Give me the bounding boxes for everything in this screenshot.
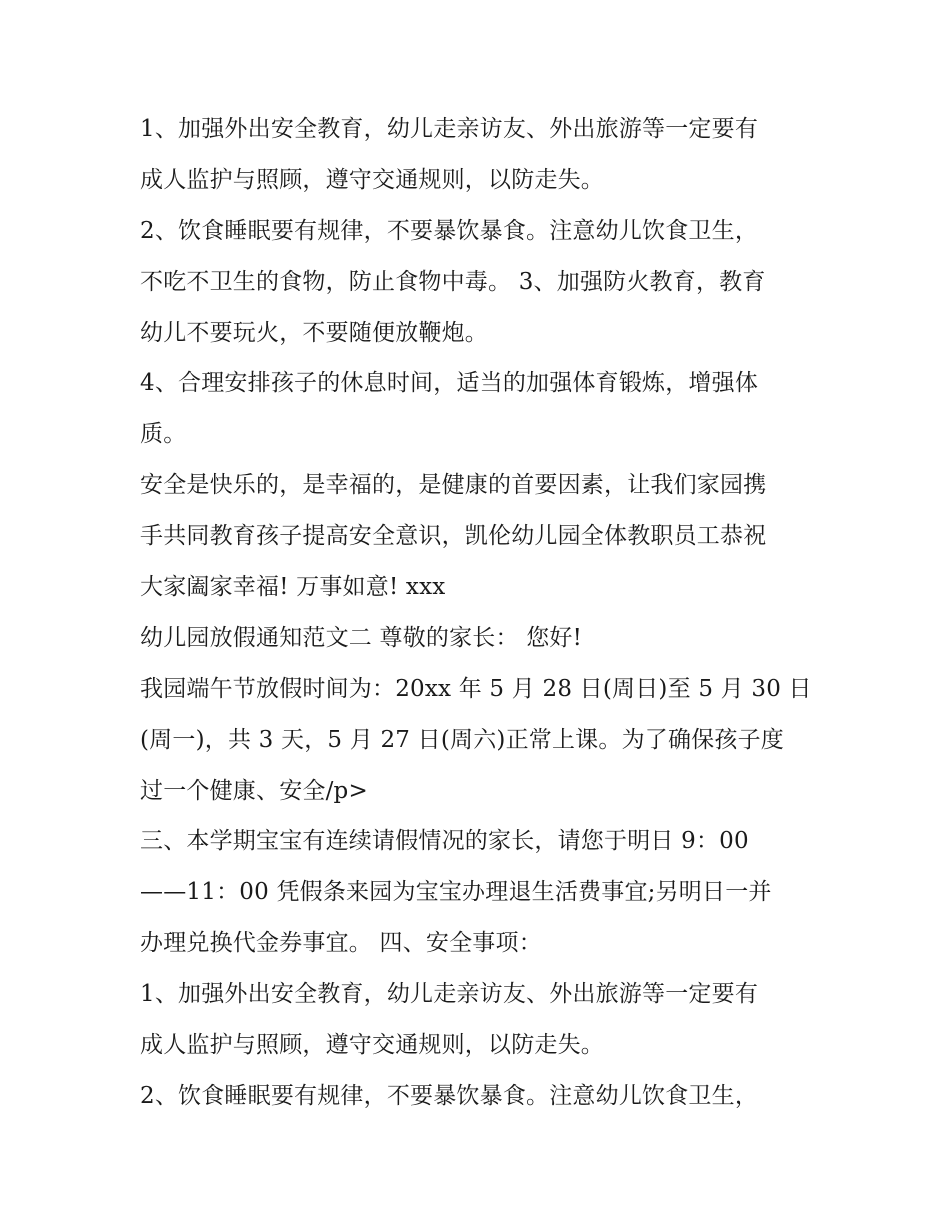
text-line: 1、加强外出安全教育，幼儿走亲访友、外出旅游等一定要有 — [140, 981, 759, 1008]
text-line: 4、合理安排孩子的休息时间，适当的加强体育锻炼，增强体 — [140, 370, 759, 397]
text-line: 安全是快乐的，是幸福的，是健康的首要因素，让我们家园携 — [140, 472, 767, 499]
document-body — [140, 104, 830, 1122]
text-line: 1、加强外出安全教育，幼儿走亲访友、外出旅游等一定要有 — [140, 116, 759, 142]
text-line: 手共同教育孩子提高安全意识，凯伦幼儿园全体教职员工恭祝 — [140, 523, 767, 550]
text-line: 三、本学期宝宝有连续请假情况的家长，请您于明日 9：00 — [140, 828, 749, 855]
text-line: 成人监护与照顾，遵守交通规则，以防走失。 — [140, 166, 604, 193]
text-line: ——11：00 凭假条来园为宝宝办理退生活费事宜;另明日一并 — [140, 879, 772, 906]
text-line: 2、饮食睡眠要有规律，不要暴饮暴食。注意幼儿饮食卫生， — [140, 1082, 759, 1109]
text-line: 2、饮食睡眠要有规律，不要暴饮暴食。注意幼儿饮食卫生， — [140, 217, 759, 244]
text-line: 幼儿不要玩火，不要随便放鞭炮。 — [140, 319, 488, 346]
text-line: 我园端午节放假时间为：20xx 年 5 月 28 日(周日)至 5 月 30 日 — [140, 675, 812, 702]
text-line: 幼儿园放假通知范文二 尊敬的家长： 您好! — [140, 624, 583, 651]
text-line: 质。 — [140, 421, 187, 448]
text-line: (周一)，共 3 天，5 月 27 日(周六)正常上课。为了确保孩子度 — [140, 726, 784, 753]
text-line: 过一个健康、安全/p> — [140, 777, 368, 804]
text-line: 办理兑换代金券事宜。 四、安全事项： — [140, 930, 542, 957]
text-line: 成人监护与照顾，遵守交通规则，以防走失。 — [140, 1032, 604, 1059]
text-line: 大家阖家幸福! 万事如意! xxx — [140, 574, 446, 601]
text-line: 不吃不卫生的食物，防止食物中毒。 3、加强防火教育，教育 — [140, 268, 766, 295]
